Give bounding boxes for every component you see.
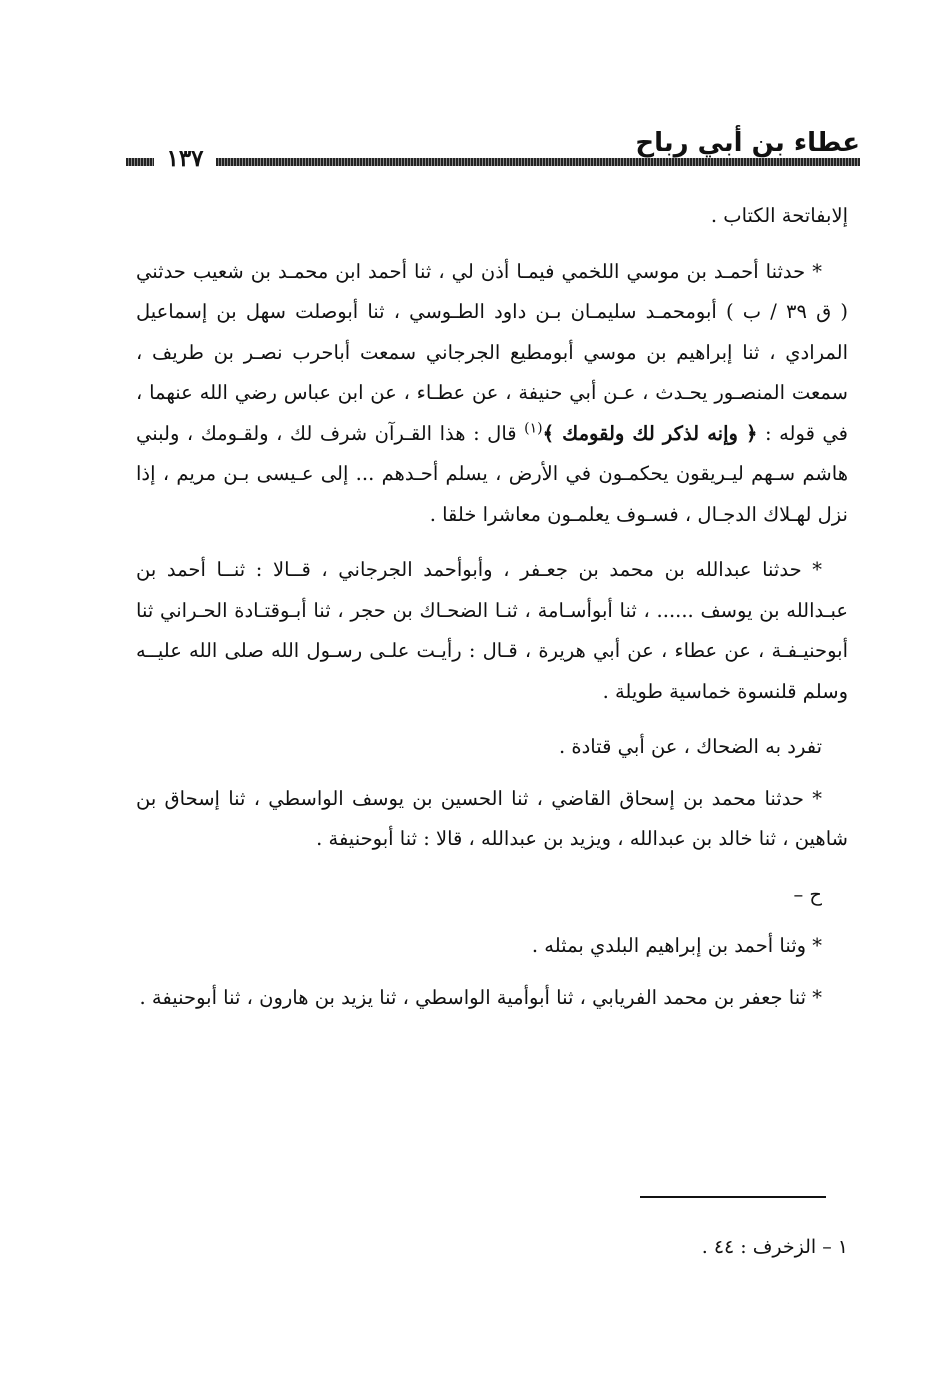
paragraph-note: تفرد به الضحاك ، عن أبي قتادة .: [559, 735, 822, 758]
main-text: [136, 196, 848, 1033]
paragraph-hadith-1: [136, 252, 848, 536]
page-number: ١٣٧: [166, 145, 204, 172]
footnote: ١ – الزخرف : ٤٤ .: [701, 1236, 848, 1258]
paragraph-hadith-4: * وثنا أحمد بن إبراهيم البلدي بمثله .: [531, 934, 822, 957]
footnote-reference: (١): [524, 420, 543, 436]
hadith-1-text: قال : هذا القـرآن شرف لك ، ولقـومك ، ولبني هاشم سـهم ليـريقون يحكمـون في الأرض ، يسلم أحـدهم ... إلى عـيسى بـن مريم ، إذا نزل لهـلاك الدجـال ، فسـوف يعلمـون معاشرا خلقا .: [136, 421, 848, 526]
paragraph-opening: إلابفاتحة الكتاب .: [710, 204, 848, 227]
paragraph-hadith-5: * ثنا جعفر بن محمد الفريابي ، ثنا أبوأمية الواسطي ، ثنا يزيد بن هارون ، ثنا أبوحنيفة .: [139, 985, 822, 1009]
hadith-1-chain: * حدثنا أحمـد بن موسي اللخمي فيمـا أذن لي ، ثنا أحمد ابن محمـد بن شعيب حدثني ( ق ٣٩ / ب ) أبومحمـد سليمـان بـن داود الطـوسي ، ثنا أبوصلت سهل بن إسماعيل المرادي ، ثنا إبراهيم بن موسي أبومطيع الجرجاني سمعت أباحرب نصـر بن طريف ، سمعت المنصـور يحـدث ، عـن أبي حنيفة ، عن عطـاء ، عن ابن عباس رضي الله عنهما ، في قوله :: [136, 259, 848, 445]
running-head: [118, 128, 860, 178]
quran-quote: ﴿ وإنه لذكر لك ولقومك ﴾: [542, 421, 758, 445]
running-head-title: عطاء بن أبي رباح: [635, 128, 860, 158]
footnote-separator: [640, 1196, 826, 1198]
header-rule-left: [126, 158, 154, 166]
paragraph-tahwil: ح –: [793, 882, 822, 906]
header-rule: [216, 158, 860, 166]
paragraph-hadith-2: * حدثنا عبدالله بن محمد بن جعـفر ، وأبوأحمد الجرجاني ، قــالا : ثنــا أحمد بن عبـدالله بن يوسف ...... ، ثنا أبوأسـامة ، ثنـا الضحـاك بن حجر ، ثنا أبـوقتـادة الحـراني ثنا أبوحنيـفـة ، عن عطاء ، عن أبي هريرة ، قـال : رأيـت علـى رسـول الله صلى الله عليــه وسلم قلنسوة خماسية طويلة .: [136, 558, 848, 703]
paragraph-hadith-3: * حدثنا محمد بن إسحاق القاضي ، ثنا الحسين بن يوسف الواسطي ، ثنا إسحاق بن شاهين ، ثنا خالد بن عبدالله ، ويزيد بن عبدالله ، قالا : ثنا أبوحنيفة .: [136, 786, 848, 850]
